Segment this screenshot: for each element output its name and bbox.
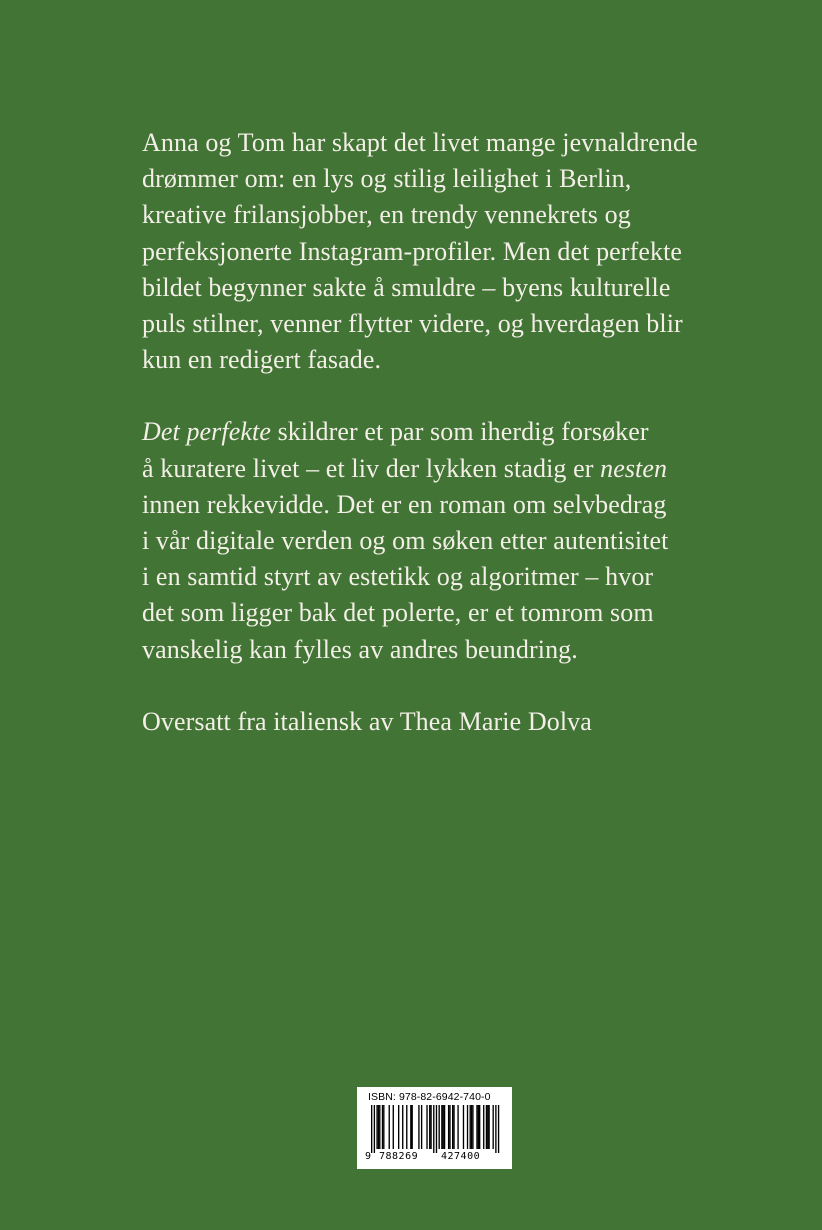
isbn-barcode [357,1087,512,1169]
barcode-bar [433,1105,434,1153]
barcode-bar [430,1105,431,1149]
barcode-bar [382,1105,383,1149]
barcode-bar [470,1105,471,1149]
blurb-line: drømmer om: en lys og stilig leilighet i Berlin, [142,164,632,194]
barcode-bar [418,1105,419,1149]
barcode-bar [389,1105,390,1149]
blurb-line: i vår digitale verden og om søken etter autentisitet [142,526,669,556]
book-title-italic: Det perfekte [142,417,271,447]
barcode-bar [402,1105,403,1149]
barcode-bars [365,1105,505,1153]
barcode-bar [410,1105,411,1149]
blurb-line: i en samtid styrt av estetikk og algoritmer – hvor [142,562,654,592]
barcode-bar [426,1105,427,1149]
barcode-bar [379,1105,380,1149]
barcode-bar [378,1105,379,1149]
barcode-bar [463,1105,464,1149]
barcode-bar [374,1105,375,1153]
barcode-bar [448,1105,449,1149]
barcode-bar [495,1105,496,1153]
blurb-line [142,414,782,450]
barcode-bar [472,1105,473,1149]
blurb-line: puls stilner, venner flytter videre, og hverdagen blir [142,309,683,339]
barcode-bar [436,1105,437,1153]
barcode-bar [443,1105,444,1149]
barcode-bar [398,1105,399,1149]
blurb-line [142,451,782,487]
isbn-label: ISBN: 978-82-6942-740-0 [368,1091,491,1103]
barcode-first-digit: 9 [365,1151,372,1162]
barcode-bar [439,1105,440,1149]
barcode-bar [486,1105,487,1149]
blurb-text: skildrer et par som iherdig forsøker [270,417,649,447]
barcode-bar [449,1105,450,1149]
blurb-line: innen rekkevidde. Det er en roman om selvbedrag [142,489,667,519]
blurb-line: kreative frilansjobber, en trendy vennekrets og [142,200,631,230]
barcode-bar [383,1105,384,1149]
emphasis-italic: nesten [600,453,668,483]
barcode-bar [487,1105,488,1149]
blurb-line: det som ligger bak det polerte, er et tomrom som [142,598,654,628]
barcode-bar [498,1105,499,1153]
barcode-bar [479,1105,480,1149]
barcode-bar [478,1105,479,1149]
barcode-bar [488,1105,489,1149]
barcode-bar [376,1105,377,1149]
blurb-line: Anna og Tom har skapt det livet mange jevnaldrende [142,128,698,157]
barcode-bar [476,1105,477,1149]
blurb-paragraph-2 [142,414,782,667]
barcode-left-digits: 788269 [379,1151,419,1162]
translator-credit [142,704,782,740]
barcode-bar [406,1105,407,1149]
barcode-bar [393,1105,394,1149]
blurb-text: å kuratere livet – et liv der lykken stadig er [142,453,601,483]
barcode-bar [471,1105,472,1149]
barcode-bar [421,1105,422,1149]
blurb-line: perfeksjonerte Instagram-profiler. Men det perfekte [142,236,683,266]
barcode-bar [452,1105,453,1149]
barcode-bar [453,1105,454,1149]
blurb-line: vanskelig kan fylles av andres beundring. [142,634,578,664]
barcode-bar [493,1105,494,1149]
translator-line: Oversatt fra italiensk av Thea Marie Dolva [142,706,592,736]
barcode-right-digits: 427400 [441,1151,481,1162]
barcode-bar [467,1105,468,1149]
barcode-bar [412,1105,413,1149]
barcode-bar [444,1105,445,1149]
blurb-line: bildet begynner sakte å smuldre – byens kulturelle [142,272,671,302]
blurb-paragraph-1 [142,125,782,378]
barcode-bar [429,1105,430,1149]
barcode-bar [441,1105,442,1149]
barcode-bar [457,1105,458,1149]
barcode-bar [371,1105,372,1153]
back-cover-blurb [142,125,782,740]
blurb-line: kun en redigert fasade. [142,345,382,375]
barcode-bar [483,1105,484,1149]
